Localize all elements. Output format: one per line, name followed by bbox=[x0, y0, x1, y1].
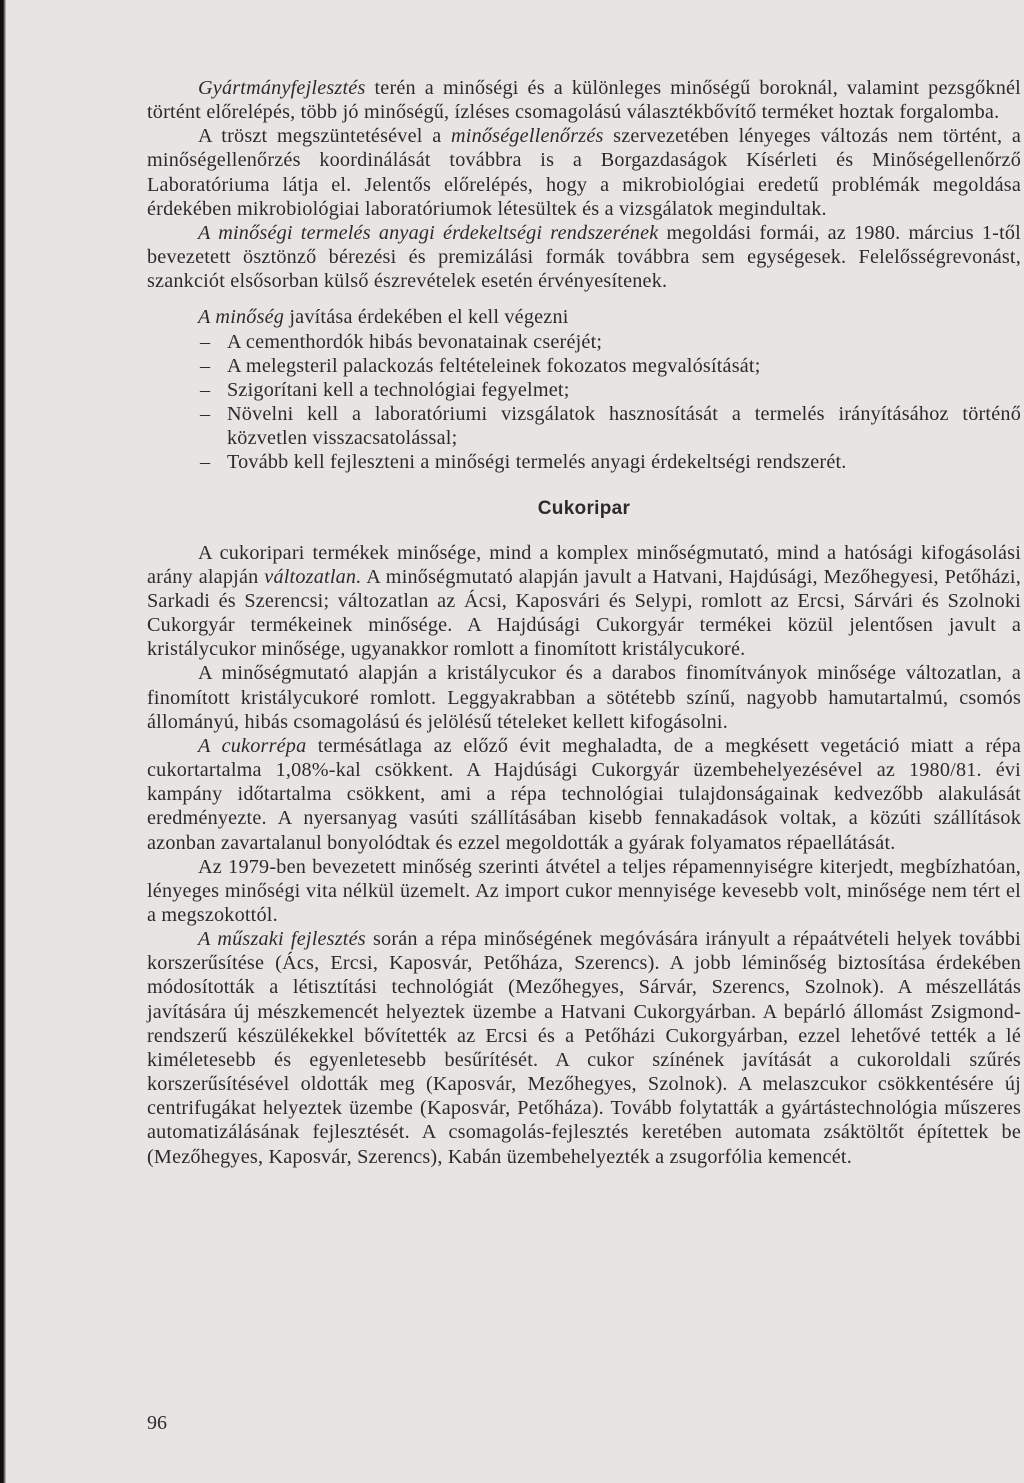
list-item-text: Tovább kell fejleszteni a minőségi termelés anyagi érdekeltségi rendszerét. bbox=[227, 451, 847, 474]
paragraph bbox=[147, 855, 1021, 927]
page-edge-shadow bbox=[0, 0, 6, 1483]
italic-lead: A cukorrépa bbox=[198, 734, 307, 757]
dash-bullet: – bbox=[200, 354, 211, 377]
paragraph bbox=[147, 221, 1021, 293]
paragraph bbox=[147, 661, 1021, 733]
paragraph-text: termésátlaga az előző évit meghaladta, de a megkésett vegetáció miatt a répa cukortartalma 1,08%-kal csökkent. A Hajdúsági Cukorgyár üzembehelyezésével az 1980/81. évi kampány időtartalma csökkent, ami a répa technológiai tulajdonságainak kedvezőbb alakulását eredményezte. A nyersanyag vasúti szállításában kisebb fennakadások voltak, a közúti szállítások azonban zavartalanul bonyolódtak és ezzel megoldották a gyárak folyamatos répaellátását. bbox=[147, 734, 1021, 854]
paragraph-pre: A tröszt megszüntetésével a bbox=[198, 125, 451, 148]
text-column bbox=[147, 76, 1021, 1169]
list-item-text: Szigorítani kell a technológiai fegyelmet; bbox=[227, 378, 570, 401]
dash-bullet: – bbox=[200, 403, 211, 426]
paragraph bbox=[147, 541, 1021, 662]
list-item-text: A melegsteril palackozás feltételeinek fokozatos megvalósítását; bbox=[227, 354, 761, 377]
italic-lead: változatlan. bbox=[264, 565, 362, 588]
paragraph-text: javítása érdekében el kell végezni bbox=[284, 306, 569, 329]
paragraph-pre: A cukoripari termékek minősége, mind a komplex minőségmutató, mind a hatósági kifogásolási arány alapján bbox=[147, 541, 1021, 588]
italic-lead: A műszaki fejlesztés bbox=[198, 928, 366, 951]
dash-bullet: – bbox=[200, 451, 211, 474]
list-item bbox=[147, 402, 1021, 450]
spacer bbox=[147, 293, 1021, 305]
page-number: 96 bbox=[147, 1412, 167, 1434]
italic-lead: minőségellenőrzés bbox=[451, 125, 604, 148]
paragraph-text: Az 1979-ben bevezetett minőség szerinti átvétel a teljes répamennyiségre kiterjedt, megbízhatóan, lényeges minőségi vita nélkül üzemelt. Az import cukor mennyisége kevesebb volt, minősége nem tért el a megszokottól. bbox=[147, 855, 1021, 926]
paragraph-text: során a répa minőségének megóvására irányult a répaátvételi helyek további korszerűsítése (Ács, Ercsi, Kaposvár, Petőháza, Szerencs). A jobb léminőség biztosítása érdekében módosították a létisztítási technológiát (Mezőhegyes, Sárvár, Szerencs, Szolnok). A mészellátás javítására új mészkemencét helyeztek üzembe a Hatvani Cukorgyárban. A bepárló állomást Zsigmond-rendszerű készülékekkel bővítették az Ercsi és a Petőházi Cukorgyárban, ezzel lehetővé tették a lé kiméletesebb és egyenletesebb besűrítését. A cukor színének javítását a cukoroldali szűrés korszerűsítésével oldották meg (Kaposvár, Mezőhegyes, Szolnok). A melaszcukor csökkentésére új centrifugákat helyeztek üzembe (Kaposvár, Petőháza). Tovább folytatták a gyártástechnológia műszeres automatizálásának fejlesztését. A csomagolás-fejlesztés keretében automata zsáktöltőt építettek be (Mezőhegyes, Kaposvár, Szerencs), Kabán üzembehelyezték a zsugorfólia kemencét. bbox=[147, 928, 1021, 1168]
list-item bbox=[147, 450, 1021, 474]
section-heading: Cukoripar bbox=[537, 497, 631, 519]
italic-lead: A minőség bbox=[198, 306, 285, 329]
paragraph-text: A minőségmutató alapján javult a Hatvani, Hajdúsági, Mezőhegyesi, Petőházi, Sarkadi és Szerencsi; változatlan az Ácsi, Kaposvári és Selypi, romlott az Ercsi, Sárvári és Szolnoki Cukorgyár termékeinek minősége. A Hajdúsági Cukorgyár termékei közül jelentősen javult a kristálycukor minősége, ugyanakkor romlott a finomított kristálycukoré. bbox=[147, 565, 1021, 661]
italic-lead: Gyártmányfejlesztés bbox=[198, 77, 366, 99]
dash-list bbox=[147, 330, 1021, 475]
paragraph bbox=[147, 76, 1021, 124]
paragraph-text: megoldási formái, az 1980. március 1-től bevezetett ösztönző bérezési és premizálási formák továbbra sem egységesek. Felelősségrevonást, szankciót elsősorban külső észrevételek esetén érvényesítenek. bbox=[147, 221, 1021, 293]
paragraph-text: szervezetében lényeges változás nem történt, a minőségellenőrzés koordinálását továbbra is a Borgazdaságok Kísérleti és Minőségellenőrző Laboratóriuma látja el. Jelentős előrelépés, hogy a mikrobiológiai eredetű problémák megoldása érdekében mikrobiológiai laboratóriumok létesültek és a vizsgálatok megindultak. bbox=[147, 125, 1021, 220]
italic-lead: A minőségi termelés anyagi érdekeltségi rendszerének bbox=[198, 221, 659, 244]
paragraph-text: A minőségmutató alapján a kristálycukor és a darabos finomítványok minősége változatlan, a finomított kristálycukoré romlott. Leggyakrabban a sötétebb színű, nagyobb hamutartalmú, csomós állományú, hibás csomagolású és jelölésű tételeket kellett kifogásolni. bbox=[147, 662, 1021, 733]
dash-bullet: – bbox=[200, 330, 211, 353]
list-item-text: A cementhordók hibás bevonatainak cseréjét; bbox=[227, 330, 603, 353]
list-item bbox=[147, 330, 1021, 354]
paragraph bbox=[147, 927, 1021, 1169]
list-item bbox=[147, 378, 1021, 402]
dash-bullet: – bbox=[200, 378, 211, 401]
list-item-text: Növelni kell a laboratóriumi vizsgálatok hasznosítását a termelés irányításához történő közvetlen visszacsatolással; bbox=[227, 403, 1021, 450]
list-item bbox=[147, 354, 1021, 378]
paragraph-text: terén a minőségi és a különleges minőségű boroknál, valamint pezsgőknél történt előrelépés, több jó minőségű, ízléses csomagolású választékbővítő terméket hoztak forgalomba. bbox=[147, 77, 1021, 124]
paragraph bbox=[147, 124, 1021, 221]
list-intro bbox=[147, 305, 1021, 329]
paragraph bbox=[147, 734, 1021, 855]
